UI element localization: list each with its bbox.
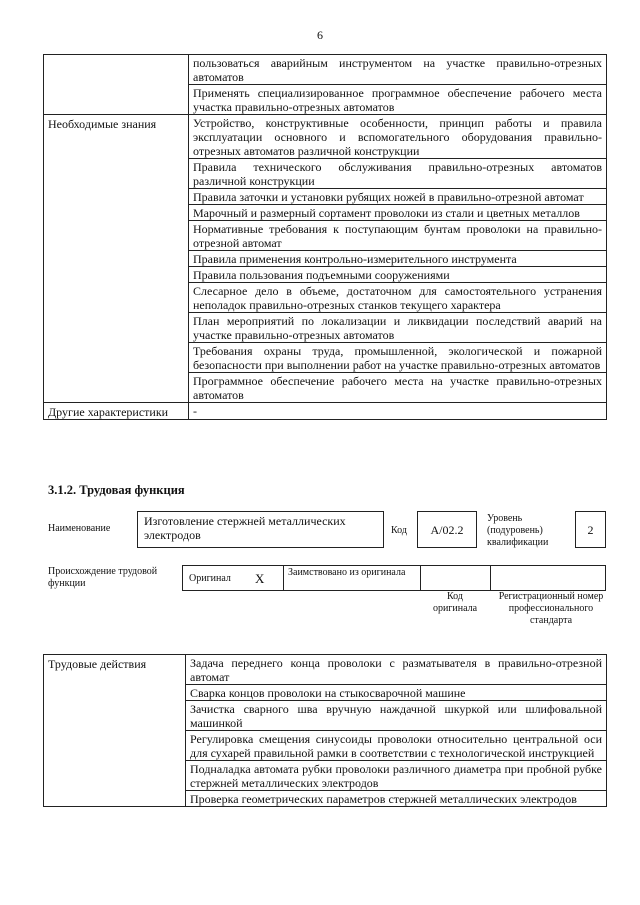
row-item: Задача переднего конца проволоки с разматывателя в правильно-отрезной автомат [186, 655, 607, 685]
function-name-value: Изготовление стержней металлических электродов [144, 514, 346, 542]
row-item: Зачистка сварного шва вручную наждачной шкуркой или шлифовальной машинкой [186, 701, 607, 731]
row-item: Программное обеспечение рабочего места на участке правильно-отрезных автоматов [189, 373, 607, 403]
row-item: Применять специализированное программное обеспечение рабочего места участка правильно-отрезных автоматов [189, 85, 607, 115]
level-label: Уровень (подуровень) квалификации [487, 513, 549, 548]
row-item: - [189, 403, 607, 420]
row-item: Сварка концов проволоки на стыкосварочной машине [186, 685, 607, 701]
row-label: Необходимые знания [44, 115, 189, 403]
divider [420, 566, 421, 590]
row-item: Марочный и размерный сортамент проволоки из стали и цветных металлов [189, 205, 607, 221]
knowledge-table [43, 54, 607, 420]
name-label: Наименование [48, 523, 111, 534]
row-item: Устройство, конструктивные особенности, принцип работы и правила эксплуатации основного и вспомогательного оборудования правильно-отрезных автоматов различной конструкции [189, 115, 607, 159]
code-caption: Код оригинала [432, 591, 478, 614]
section-heading: 3.1.2. Трудовая функция [48, 483, 185, 497]
row-item: Правила применения контрольно-измерительного инструмента [189, 251, 607, 267]
row-label: Трудовые действия [44, 655, 186, 807]
borrowed-label: Заимствовано из оригинала [288, 567, 406, 578]
row-item: Правила заточки и установки рубящих ножей в правильно-отрезной автомат [189, 189, 607, 205]
level-value: 2 [587, 523, 594, 537]
origin-label: Происхождение трудовой функции [48, 566, 158, 589]
row-item: пользоваться аварийным инструментом на участке правильно-отрезных автоматов [189, 55, 607, 85]
registration-caption: Регистрационный номер профессионального стандарта [498, 591, 604, 626]
divider [283, 566, 284, 590]
original-label: Оригинал [189, 573, 231, 584]
row-item: Проверка геометрических параметров стержней металлических электродов [186, 791, 607, 807]
row-item: Регулировка смещения синусоиды проволоки относительно центральной оси для сухарей правильной рамки в соответствии с технологической инструкцией [186, 731, 607, 761]
code-value: А/02.2 [430, 523, 464, 537]
table-row [44, 403, 607, 420]
table-row [44, 115, 607, 159]
original-mark: X [255, 571, 265, 586]
code-label: Код [391, 525, 407, 536]
row-item: Слесарное дело в объеме, достаточном для самостоятельного устранения неполадок правильно-отрезных станков текущего характера [189, 283, 607, 313]
row-label [44, 55, 189, 115]
row-item: План мероприятий по локализации и ликвидации последствий аварий на участке правильно-отрезных автоматов [189, 313, 607, 343]
actions-table [43, 654, 607, 807]
row-item: Правила технического обслуживания правильно-отрезных автоматов различной конструкции [189, 159, 607, 189]
row-item: Подналадка автомата рубки проволоки различного диаметра при пробной рубке стержней металлических электродов [186, 761, 607, 791]
code-box [417, 511, 477, 548]
row-item: Требования охраны труда, промышленной, экологической и пожарной безопасности при выполнении работ на участке правильно-отрезных автоматов [189, 343, 607, 373]
page-number: 6 [317, 28, 323, 42]
divider [490, 566, 491, 590]
origin-row [182, 565, 606, 591]
table-row [44, 655, 607, 685]
row-label: Другие характеристики [44, 403, 189, 420]
row-item: Нормативные требования к поступающим бунтам проволоки на правильно-отрезной автомат [189, 221, 607, 251]
table-row [44, 55, 607, 85]
function-name-box [137, 511, 384, 548]
level-box [575, 511, 606, 548]
row-item: Правила пользования подъемными сооружениями [189, 267, 607, 283]
